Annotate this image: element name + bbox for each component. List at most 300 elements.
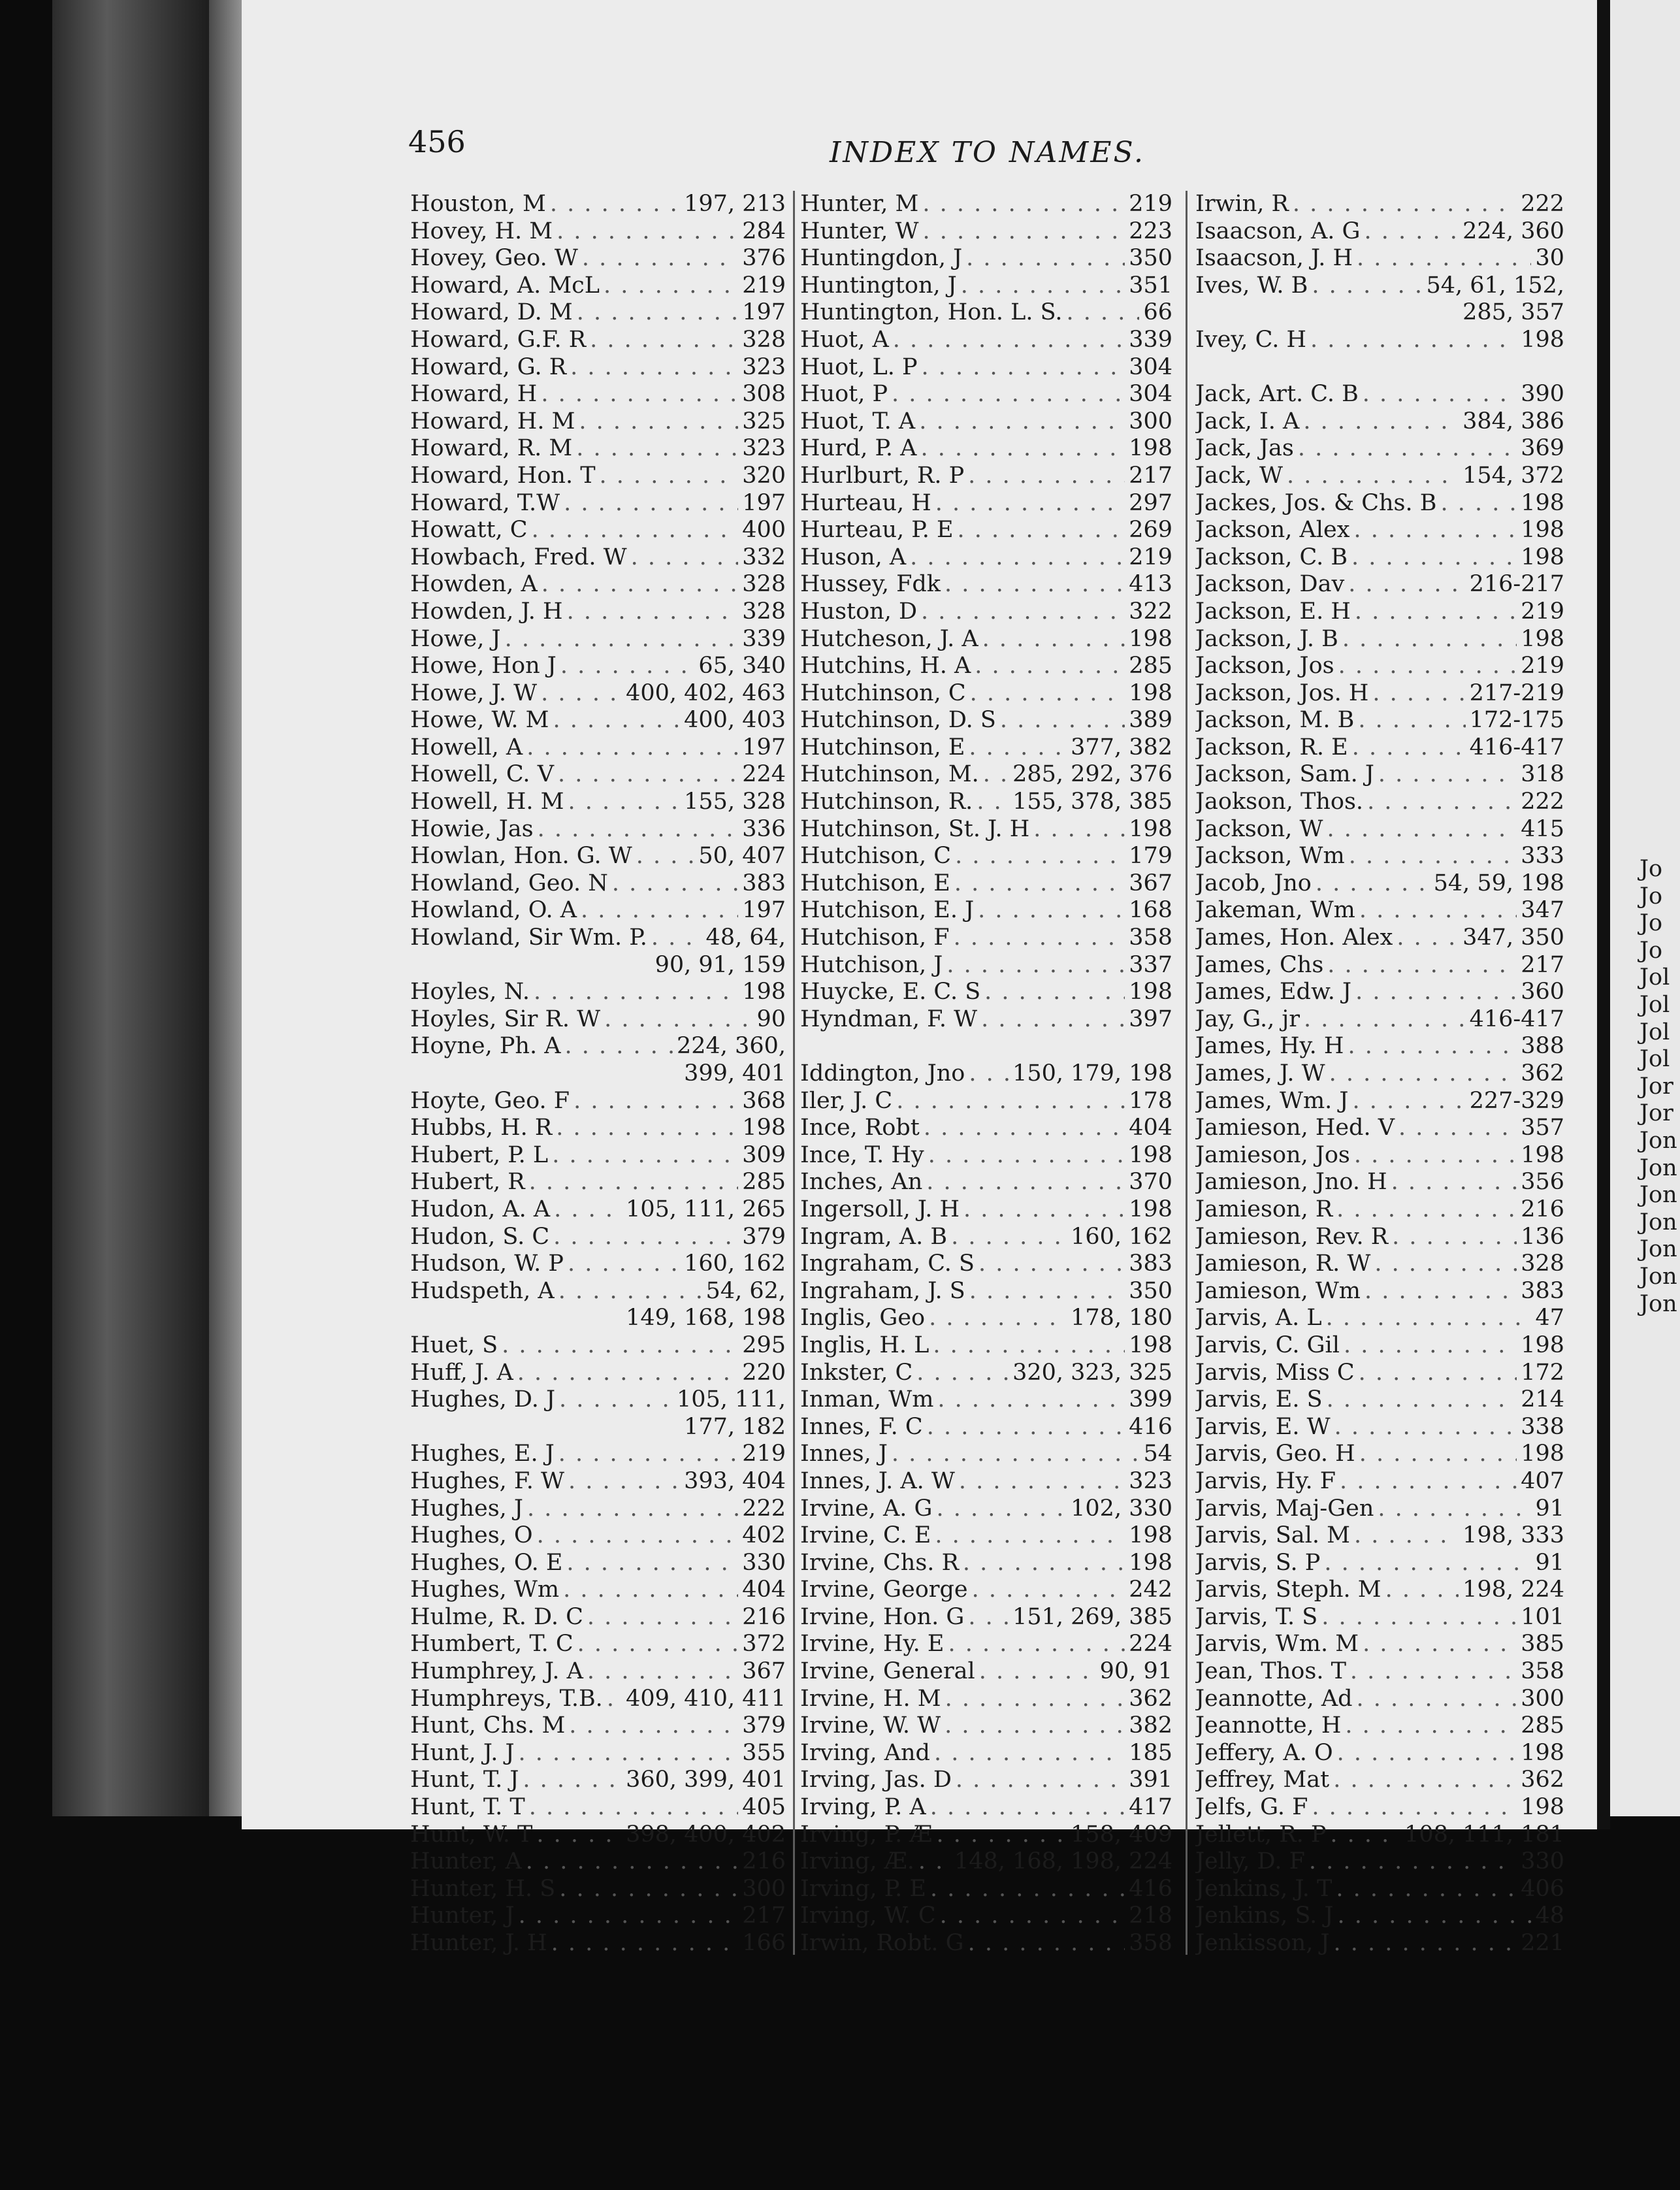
entry-pages: 362 bbox=[1521, 1767, 1564, 1793]
entry-name: Huot, T. A bbox=[800, 408, 916, 434]
entry-name: Howard, G. R bbox=[410, 353, 567, 380]
entry-name: Hubert, R bbox=[410, 1169, 525, 1196]
dot-leader bbox=[1363, 1631, 1517, 1658]
entry-name: Hutchison, E. J bbox=[800, 897, 975, 924]
index-entry bbox=[1195, 571, 1564, 598]
dot-leader bbox=[922, 354, 1125, 382]
dot-leader bbox=[937, 1386, 1125, 1414]
entry-pages: 198, 224 bbox=[1462, 1577, 1564, 1603]
entry-pages: 382 bbox=[1129, 1712, 1172, 1739]
index-entry bbox=[410, 1848, 786, 1876]
index-entry bbox=[800, 680, 1172, 708]
entry-name: Irving, Jas. D bbox=[800, 1767, 952, 1793]
dot-leader bbox=[1440, 490, 1517, 517]
index-entry bbox=[800, 1848, 1172, 1876]
dot-leader bbox=[527, 1495, 738, 1523]
entry-name: Jackson, Wm bbox=[1195, 843, 1345, 870]
dot-leader bbox=[978, 897, 1125, 924]
entry-pages: 297 bbox=[1129, 489, 1172, 516]
dot-leader bbox=[1352, 1088, 1465, 1115]
index-entry bbox=[1195, 626, 1564, 653]
index-entry bbox=[1195, 517, 1564, 544]
dot-leader bbox=[892, 381, 1125, 408]
dot-leader bbox=[945, 1712, 1125, 1740]
entry-name: Hutchins, H. A bbox=[800, 653, 971, 679]
index-entry bbox=[800, 979, 1172, 1006]
index-entry bbox=[410, 408, 786, 436]
index-entry bbox=[410, 1712, 786, 1740]
entry-pages: 177, 182 bbox=[684, 1413, 786, 1440]
entry-name: Jarvis, E. W bbox=[1195, 1413, 1331, 1440]
index-entry bbox=[1195, 1794, 1564, 1822]
dot-leader bbox=[977, 789, 1009, 816]
dot-leader bbox=[1309, 1848, 1517, 1876]
entry-pages: 102, 330 bbox=[1071, 1495, 1172, 1522]
index-entry bbox=[1195, 354, 1564, 382]
entry-pages: 198 bbox=[1129, 1522, 1172, 1549]
index-entry bbox=[1195, 463, 1564, 490]
dot-leader bbox=[568, 1468, 680, 1495]
entry-name: Ince, Robt bbox=[800, 1115, 920, 1141]
entry-pages: 198 bbox=[1129, 679, 1172, 706]
dot-leader bbox=[559, 1386, 673, 1414]
entry-pages: 198 bbox=[1521, 326, 1564, 353]
entry-name: Howlan, Hon. G. W bbox=[410, 843, 632, 870]
entry-pages: 370 bbox=[1129, 1169, 1172, 1196]
entry-name: James, J. W bbox=[1195, 1060, 1325, 1087]
entry-name: Jack, Art. C. B bbox=[1195, 381, 1359, 408]
index-entry bbox=[1195, 1468, 1564, 1495]
index-entry bbox=[800, 952, 1172, 979]
entry-name: Jackson, Jos bbox=[1195, 653, 1334, 679]
dot-leader bbox=[1398, 1115, 1517, 1142]
index-entry bbox=[800, 1169, 1172, 1196]
entry-name: Howden, A bbox=[410, 571, 538, 598]
index-entry bbox=[410, 245, 786, 272]
entry-pages: 90, 91, 159 bbox=[654, 951, 786, 978]
next-page-fragment: Jo bbox=[1640, 883, 1663, 909]
index-entry bbox=[410, 1386, 786, 1414]
entry-pages: 358 bbox=[1129, 1930, 1172, 1956]
entry-name: Inglis, H. L bbox=[800, 1332, 929, 1358]
entry-name: Irving, P. A bbox=[800, 1794, 926, 1821]
entry-pages: 198 bbox=[1521, 544, 1564, 570]
entry-name: Jarvis, S. P bbox=[1195, 1549, 1321, 1576]
entry-pages: 198 bbox=[1129, 625, 1172, 652]
entry-pages: 347 bbox=[1521, 897, 1564, 924]
entry-name: Hughes, F. W bbox=[410, 1467, 564, 1494]
entry-name: Huston, D bbox=[800, 598, 918, 625]
entry-name: Jack, I. A bbox=[1195, 408, 1300, 434]
index-entry bbox=[410, 381, 786, 408]
entry-name: Hunter, H. S bbox=[410, 1875, 556, 1902]
entry-pages: 355 bbox=[742, 1739, 786, 1766]
next-page-fragment: Jon bbox=[1640, 1290, 1677, 1317]
dot-leader bbox=[892, 1441, 1140, 1468]
entry-pages: 198 bbox=[1521, 1332, 1564, 1358]
entry-name: Jamieson, Hed. V bbox=[1195, 1115, 1395, 1141]
dot-leader bbox=[1310, 327, 1517, 354]
entry-name: Huot, L. P bbox=[800, 353, 918, 380]
dot-leader bbox=[1378, 761, 1517, 789]
column-divider bbox=[1186, 191, 1187, 1955]
dot-leader bbox=[526, 734, 738, 762]
entry-pages: 367 bbox=[1129, 870, 1172, 896]
entry-pages: 217 bbox=[1129, 462, 1172, 489]
entry-name: Hovey, H. M bbox=[410, 218, 553, 244]
entry-name: Humbert, T. C bbox=[410, 1631, 573, 1658]
dot-leader bbox=[532, 517, 739, 544]
entry-pages: 269 bbox=[1129, 517, 1172, 544]
entry-name: Hughes, D. J bbox=[410, 1386, 556, 1413]
entry-pages: 197, 213 bbox=[684, 191, 786, 217]
dot-leader bbox=[968, 1604, 1009, 1631]
entry-name: Hughes, J bbox=[410, 1495, 523, 1522]
entry-name: Hoyles, N. bbox=[410, 979, 530, 1005]
entry-pages: 285 bbox=[742, 1169, 786, 1196]
dot-leader bbox=[1349, 843, 1517, 870]
entry-pages: 330 bbox=[742, 1549, 786, 1576]
next-page-fragment: Jon bbox=[1640, 1182, 1677, 1209]
index-entry bbox=[410, 1196, 786, 1224]
dot-leader bbox=[1334, 1930, 1517, 1957]
dot-leader bbox=[978, 1250, 1125, 1278]
dot-leader bbox=[1345, 1712, 1517, 1740]
dot-leader bbox=[612, 870, 738, 898]
index-entry bbox=[1195, 1604, 1564, 1631]
dot-leader bbox=[937, 1495, 1067, 1523]
entry-pages: 198 bbox=[1129, 1332, 1172, 1358]
dot-leader bbox=[1348, 1033, 1517, 1060]
entry-pages: 198 bbox=[742, 1115, 786, 1141]
entry-name: Huff, J. A bbox=[410, 1359, 513, 1386]
dot-leader bbox=[1357, 245, 1531, 272]
dot-leader bbox=[933, 1332, 1125, 1360]
entry-name: Huntington, J bbox=[800, 272, 957, 299]
entry-name: Jarvis, Geo. H bbox=[1195, 1441, 1355, 1467]
index-entry bbox=[800, 327, 1172, 354]
index-entry bbox=[1195, 789, 1564, 816]
index-entry bbox=[410, 490, 786, 517]
entry-name: Jarvis, Steph. M bbox=[1195, 1577, 1381, 1603]
entry-pages: 384, 386 bbox=[1462, 408, 1564, 434]
entry-pages: 48 bbox=[1535, 1903, 1564, 1929]
index-entry bbox=[410, 1250, 786, 1278]
entry-pages: 300 bbox=[1521, 1685, 1564, 1712]
entry-name: Hutchison, F bbox=[800, 924, 950, 951]
entry-pages: 219 bbox=[1521, 598, 1564, 625]
index-entry bbox=[800, 1577, 1172, 1604]
entry-pages: 309 bbox=[742, 1141, 786, 1168]
entry-pages: 285 bbox=[1521, 1712, 1564, 1739]
index-entry bbox=[410, 626, 786, 653]
entry-name: Ingersoll, J. H bbox=[800, 1196, 960, 1222]
dot-leader bbox=[1350, 1658, 1517, 1686]
dot-leader bbox=[926, 1169, 1125, 1196]
entry-pages: 367 bbox=[742, 1658, 786, 1685]
dot-leader bbox=[529, 1794, 738, 1822]
entry-name: Jay, G., jr bbox=[1195, 1005, 1300, 1032]
entry-pages: 285, 292, 376 bbox=[1012, 761, 1172, 788]
index-entry bbox=[800, 1441, 1172, 1468]
index-entry bbox=[1195, 1006, 1564, 1034]
dot-leader bbox=[600, 463, 739, 490]
dot-leader bbox=[1365, 1278, 1517, 1305]
entry-name: Howie, Jas bbox=[410, 815, 534, 842]
dot-leader bbox=[587, 1658, 738, 1686]
index-entry bbox=[1195, 1360, 1564, 1387]
entry-name: Irvine, C. E bbox=[800, 1522, 931, 1549]
index-entry bbox=[1195, 1278, 1564, 1305]
dot-leader bbox=[587, 1604, 738, 1631]
entry-name: Howard, D. M bbox=[410, 299, 573, 326]
dot-leader bbox=[557, 218, 738, 246]
dot-leader bbox=[569, 1712, 738, 1740]
dot-leader bbox=[541, 680, 622, 708]
dot-leader bbox=[935, 490, 1125, 517]
entry-name: Hubert, P. L bbox=[410, 1141, 549, 1168]
entry-pages: 198 bbox=[1521, 489, 1564, 516]
index-entry bbox=[410, 191, 786, 218]
entry-pages: 402 bbox=[742, 1522, 786, 1549]
dot-leader bbox=[1303, 408, 1459, 436]
entry-pages: 397 bbox=[1129, 1005, 1172, 1032]
index-entry bbox=[1195, 1332, 1564, 1360]
index-entry bbox=[800, 272, 1172, 300]
entry-pages: 214 bbox=[1521, 1386, 1564, 1413]
index-entry bbox=[410, 272, 786, 300]
entry-pages: 219 bbox=[1129, 191, 1172, 217]
dot-leader bbox=[553, 707, 680, 734]
dot-leader bbox=[963, 1196, 1125, 1224]
dot-leader bbox=[552, 1142, 738, 1169]
dot-leader bbox=[568, 789, 681, 816]
entry-pages: 198 bbox=[1129, 1141, 1172, 1168]
index-entry bbox=[1195, 816, 1564, 843]
entry-name: Howbach, Fred. W bbox=[410, 544, 627, 570]
entry-name: Jarvis, Hy. F bbox=[1195, 1467, 1336, 1494]
entry-name: Jenkins, S. J bbox=[1195, 1903, 1334, 1929]
index-entry bbox=[1195, 1631, 1564, 1658]
index-entry bbox=[410, 1740, 786, 1767]
dot-leader bbox=[502, 1332, 738, 1360]
entry-name: Hurd, P. A bbox=[800, 435, 917, 462]
entry-pages: 320 bbox=[742, 462, 786, 489]
column-divider bbox=[793, 191, 795, 1955]
dot-leader bbox=[519, 1740, 739, 1767]
entry-pages: 379 bbox=[742, 1712, 786, 1739]
dot-leader bbox=[1337, 1903, 1531, 1930]
index-entry bbox=[1195, 761, 1564, 789]
page-gutter bbox=[1597, 0, 1610, 1829]
entry-pages: 347, 350 bbox=[1462, 924, 1564, 951]
dot-leader bbox=[1329, 1060, 1517, 1088]
entry-pages: 154, 372 bbox=[1462, 462, 1564, 489]
next-page-fragment: Jor bbox=[1640, 1073, 1673, 1100]
dot-leader bbox=[1344, 1332, 1517, 1360]
dot-leader bbox=[1326, 1305, 1532, 1332]
entry-pages: 172-175 bbox=[1469, 707, 1564, 734]
index-entry bbox=[410, 789, 786, 816]
dot-leader bbox=[1359, 1441, 1517, 1468]
entry-name: Howard, Hon. T bbox=[410, 462, 596, 489]
entry-pages: 385 bbox=[1521, 1631, 1564, 1658]
entry-name: Huot, A bbox=[800, 326, 889, 353]
entry-name: Jarvis, E. S bbox=[1195, 1386, 1323, 1413]
entry-pages: 399, 401 bbox=[684, 1060, 786, 1087]
dot-leader bbox=[1293, 191, 1517, 218]
dot-leader bbox=[636, 843, 695, 870]
entry-name: Iddington, Jno bbox=[800, 1060, 965, 1087]
next-page-fragment: Jo bbox=[1640, 937, 1663, 964]
entry-name: Hudson, W. P bbox=[410, 1250, 564, 1277]
entry-name: Huycke, E. C. S bbox=[800, 979, 981, 1005]
index-entry bbox=[410, 1360, 786, 1387]
index-entry bbox=[410, 761, 786, 789]
index-entry bbox=[410, 1577, 786, 1604]
entry-pages: 216 bbox=[742, 1848, 786, 1875]
dot-leader bbox=[1358, 707, 1465, 734]
entry-pages: 50, 407 bbox=[698, 843, 786, 870]
entry-pages: 101 bbox=[1521, 1603, 1564, 1630]
index-entry bbox=[800, 1360, 1172, 1387]
index-entry bbox=[410, 979, 786, 1006]
entry-name: Hovey, Geo. W bbox=[410, 245, 578, 272]
entry-pages: 198 bbox=[1129, 435, 1172, 462]
index-entry bbox=[800, 408, 1172, 436]
index-entry bbox=[1195, 1033, 1564, 1060]
entry-name: Hunt, T. T bbox=[410, 1794, 525, 1821]
index-entry bbox=[800, 1712, 1172, 1740]
index-entry bbox=[1195, 218, 1564, 246]
entry-name: Hutchinson, D. S bbox=[800, 707, 996, 734]
entry-pages: 350 bbox=[1129, 245, 1172, 272]
entry-name: Irving, P. Æ bbox=[800, 1821, 933, 1848]
entry-pages: 389 bbox=[1129, 707, 1172, 734]
entry-pages: 350 bbox=[1129, 1277, 1172, 1304]
dot-leader bbox=[1359, 1360, 1517, 1387]
index-entry bbox=[1195, 1822, 1564, 1849]
entry-name: Hutchison, C bbox=[800, 843, 952, 870]
entry-name: Hudspeth, A bbox=[410, 1277, 555, 1304]
dot-leader bbox=[1367, 789, 1517, 816]
entry-name: Inches, An bbox=[800, 1169, 923, 1196]
entry-name: Howard, G.F. R bbox=[410, 326, 587, 353]
dot-leader bbox=[945, 571, 1125, 598]
dot-leader bbox=[550, 191, 680, 218]
dot-leader bbox=[604, 272, 738, 300]
entry-name: Jeannotte, H bbox=[1195, 1712, 1342, 1739]
entry-pages: 339 bbox=[1129, 326, 1172, 353]
index-entry bbox=[1195, 1848, 1564, 1876]
entry-name: Howard, A. McL bbox=[410, 272, 600, 299]
dot-leader bbox=[948, 1631, 1125, 1658]
entry-pages: 179 bbox=[1129, 843, 1172, 870]
entry-name: Howell, C. V bbox=[410, 761, 554, 788]
index-entry bbox=[800, 1631, 1172, 1658]
entry-pages: 198 bbox=[1129, 1549, 1172, 1576]
entry-pages: 322 bbox=[1129, 598, 1172, 625]
entry-pages: 407 bbox=[1521, 1467, 1564, 1494]
entry-name: Huntingdon, J bbox=[800, 245, 963, 272]
entry-pages: 360, 399, 401 bbox=[626, 1767, 786, 1793]
entry-pages: 416-417 bbox=[1469, 734, 1564, 760]
entry-pages: 357 bbox=[1521, 1115, 1564, 1141]
entry-pages: 406 bbox=[1521, 1875, 1564, 1902]
index-entry bbox=[410, 1224, 786, 1251]
dot-leader bbox=[1336, 1876, 1517, 1903]
index-entry bbox=[800, 897, 1172, 924]
page-number: 456 bbox=[408, 124, 466, 159]
entry-pages: 224 bbox=[742, 761, 786, 788]
dot-leader bbox=[1304, 1006, 1466, 1034]
entry-name: Hubbs, H. R bbox=[410, 1115, 553, 1141]
index-entry bbox=[410, 1822, 786, 1849]
dot-leader bbox=[651, 924, 702, 952]
dot-leader bbox=[560, 653, 695, 680]
entry-name: Irwin, R bbox=[1195, 191, 1289, 217]
dot-leader bbox=[565, 1033, 673, 1060]
index-entry bbox=[800, 299, 1172, 327]
dot-leader bbox=[930, 1876, 1125, 1903]
entry-name: Hurteau, P. E bbox=[800, 517, 954, 544]
index-entry bbox=[1195, 1712, 1564, 1740]
entry-name: Jellett, R. P bbox=[1195, 1821, 1327, 1848]
entry-name: Irvine, Chs. R bbox=[800, 1549, 959, 1576]
dot-leader bbox=[556, 1115, 738, 1142]
dot-leader bbox=[577, 299, 738, 327]
index-entry bbox=[410, 463, 786, 490]
index-entry bbox=[1195, 979, 1564, 1006]
entry-name: Huntington, Hon. L. S. bbox=[800, 299, 1063, 326]
entry-pages: 398, 400, 402 bbox=[626, 1821, 786, 1848]
index-entry bbox=[800, 1332, 1172, 1360]
index-entry bbox=[800, 734, 1172, 762]
entry-name: Jamieson, Rev. R bbox=[1195, 1223, 1389, 1250]
entry-pages: 351 bbox=[1129, 272, 1172, 299]
dot-leader bbox=[1354, 1522, 1459, 1550]
index-entry bbox=[410, 1414, 786, 1441]
index-column-3 bbox=[1195, 191, 1564, 1957]
dot-leader bbox=[954, 924, 1125, 952]
dot-leader bbox=[1355, 598, 1517, 626]
entry-name: Hutchinson, R. bbox=[800, 789, 973, 815]
index-entry bbox=[410, 218, 786, 246]
entry-name: Hunt, W. T bbox=[410, 1821, 533, 1848]
entry-pages: 149, 168, 198 bbox=[626, 1305, 786, 1332]
entry-pages: 160, 162 bbox=[1071, 1223, 1172, 1250]
dot-leader bbox=[1354, 1142, 1517, 1169]
entry-name: Jarvis, Sal. M bbox=[1195, 1522, 1350, 1549]
entry-pages: 323 bbox=[742, 435, 786, 462]
index-entry bbox=[410, 327, 786, 354]
entry-pages: 198 bbox=[1129, 1196, 1172, 1222]
entry-pages: 383 bbox=[742, 870, 786, 896]
index-entry bbox=[1195, 1088, 1564, 1115]
index-entry bbox=[1195, 653, 1564, 680]
entry-pages: 356 bbox=[1521, 1169, 1564, 1196]
entry-name: Innes, J. A. W bbox=[800, 1467, 955, 1494]
entry-name: Hunt, T. J bbox=[410, 1767, 519, 1793]
index-entry bbox=[410, 1767, 786, 1794]
dot-leader bbox=[920, 435, 1125, 463]
entry-name: Jelly, D. F bbox=[1195, 1848, 1305, 1875]
dot-leader bbox=[1359, 897, 1517, 924]
entry-name: Hoyte, Geo. F bbox=[410, 1087, 570, 1114]
entry-pages: 223 bbox=[1129, 218, 1172, 244]
dot-leader bbox=[1066, 299, 1139, 327]
entry-name: Hurteau, H bbox=[800, 489, 931, 516]
